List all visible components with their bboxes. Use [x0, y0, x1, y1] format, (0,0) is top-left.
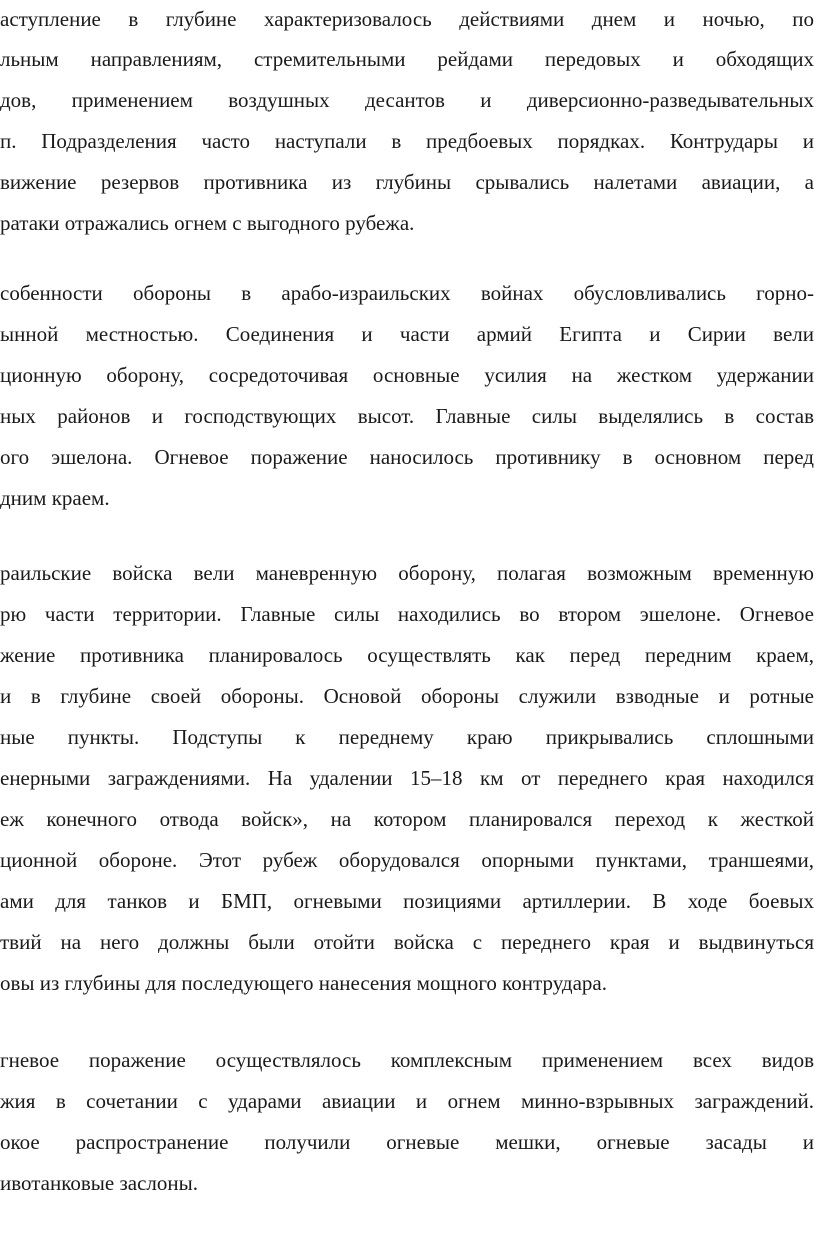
text-line: ционную оборону, сосредоточивая основные усилия на жестком удержании — [0, 363, 814, 387]
text-line: и в глубине своей обороны. Основой обороны служили взводные и ротные — [0, 684, 814, 708]
text-line: гневое поражение осуществлялось комплексным применением всех видов — [0, 1048, 814, 1072]
text-line: аступление в глубине характеризовалось действиями днем и ночью, по — [0, 7, 814, 31]
text-line: льным направлениям, стремительными рейдами передовых и обходящих — [0, 47, 814, 71]
text-line: дов, применением воздушных десантов и диверсионно-разведывательных — [0, 88, 814, 112]
text-line: жение противника планировалось осуществлять как перед передним краем, — [0, 643, 814, 667]
text-line: ционной обороне. Этот рубеж оборудовался опорными пунктами, траншеями, — [0, 848, 814, 872]
text-line: п. Подразделения часто наступали в предбоевых порядках. Контрудары и — [0, 129, 814, 153]
text-line: ратаки отражались огнем с выгодного рубежа. — [0, 211, 415, 235]
text-line: ого эшелона. Огневое поражение наносилось противнику в основном перед — [0, 445, 814, 469]
text-line: ивотанковые заслоны. — [0, 1171, 198, 1195]
text-line: еж конечного отвода войск», на котором планировался переход к жесткой — [0, 807, 814, 831]
text-line: раильские войска вели маневренную оборону, полагая возможным временную — [0, 561, 814, 585]
text-line: собенности обороны в арабо-израильских войнах обусловливались горно- — [0, 281, 814, 305]
text-line: жия в сочетании с ударами авиации и огнем минно-взрывных заграждений. — [0, 1089, 814, 1113]
text-line: рю части территории. Главные силы находились во втором эшелоне. Огневое — [0, 602, 814, 626]
text-line: енерными заграждениями. На удалении 15–18 км от переднего края находился — [0, 766, 814, 790]
text-line: ами для танков и БМП, огневыми позициями артиллерии. В ходе боевых — [0, 889, 814, 913]
text-line: вижение резервов противника из глубины срывались налетами авиации, а — [0, 170, 814, 194]
text-line: дним краем. — [0, 486, 110, 510]
text-line: окое распространение получили огневые мешки, огневые засады и — [0, 1130, 814, 1154]
text-line: ынной местностью. Соединения и части армий Египта и Сирии вели — [0, 322, 814, 346]
text-line: овы из глубины для последующего нанесения мощного контрудара. — [0, 971, 607, 995]
text-line: твий на него должны были отойти войска с переднего края и выдвинуться — [0, 930, 814, 954]
text-line: ные пункты. Подступы к переднему краю прикрывались сплошными — [0, 725, 814, 749]
text-line: ных районов и господствующих высот. Главные силы выделялись в состав — [0, 404, 814, 428]
